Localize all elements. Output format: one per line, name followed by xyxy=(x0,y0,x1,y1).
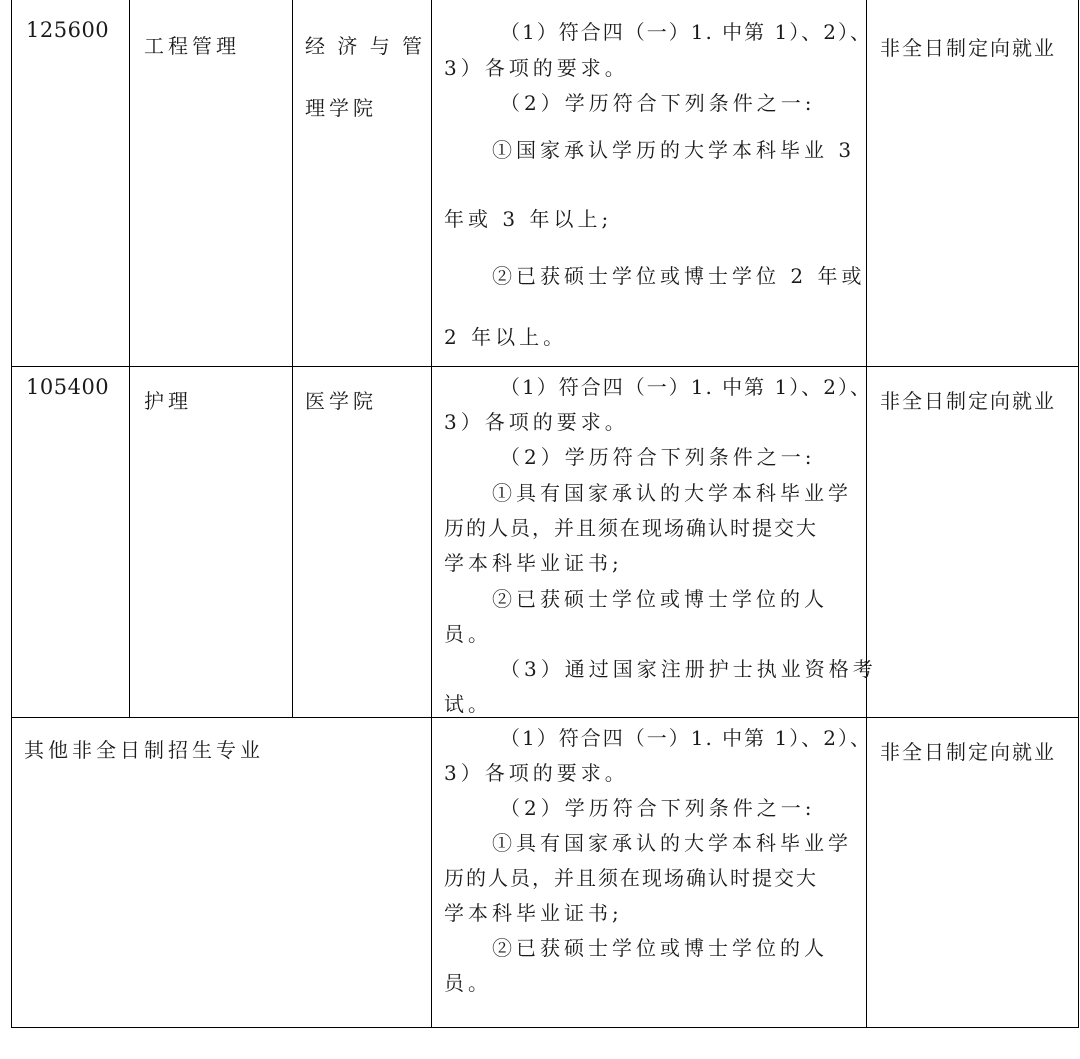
requirement-line: （1）符合四（一）1. 中第 1）、2）、 xyxy=(500,375,872,399)
requirement-line: 2 年以上。 xyxy=(444,325,568,349)
requirement-line: ②已获硕士学位或博士学位 2 年或 xyxy=(492,264,866,288)
school-name: 医学院 xyxy=(305,389,377,413)
enrollment-mode: 非全日制定向就业 xyxy=(880,389,1056,413)
requirement-line: 3）各项的要求。 xyxy=(444,56,629,80)
requirement-line: （3）通过国家注册护士执业资格考 xyxy=(500,657,877,681)
requirement-line: 3）各项的要求。 xyxy=(444,761,629,785)
requirement-line: （1）符合四（一）1. 中第 1）、2）、 xyxy=(500,726,872,750)
requirement-line: 年或 3 年以上; xyxy=(444,207,613,231)
school-name: 理学院 xyxy=(305,96,377,120)
table-border-right xyxy=(1078,0,1079,1028)
enrollment-mode: 非全日制定向就业 xyxy=(880,740,1056,764)
requirement-line: （2）学历符合下列条件之一: xyxy=(500,91,816,115)
requirement-line: （2）学历符合下列条件之一: xyxy=(500,796,816,820)
requirement-line: （1）符合四（一）1. 中第 1）、2）、 xyxy=(500,20,872,44)
requirement-line: 历的人员，并且须在现场确认时提交大 xyxy=(444,516,818,540)
requirement-line: 3）各项的要求。 xyxy=(444,410,629,434)
major-name: 护理 xyxy=(144,389,192,413)
merged-major-label: 其他非全日制招生专业 xyxy=(24,738,264,762)
requirement-line: 试。 xyxy=(444,692,492,716)
column-divider-1 xyxy=(129,0,130,718)
school-name: 经 济 与 管 xyxy=(305,34,426,58)
major-name: 工程管理 xyxy=(144,34,240,58)
requirement-line: ①国家承认学历的大学本科毕业 3 xyxy=(492,138,856,162)
requirement-line: ②已获硕士学位或博士学位的人 xyxy=(492,936,828,960)
row-divider-1 xyxy=(11,366,1079,367)
column-divider-4 xyxy=(866,0,867,1028)
requirement-line: ②已获硕士学位或博士学位的人 xyxy=(492,587,828,611)
requirement-line: 员。 xyxy=(444,622,492,646)
requirement-line: 历的人员，并且须在现场确认时提交大 xyxy=(444,866,818,890)
requirement-line: （2）学历符合下列条件之一: xyxy=(500,445,816,469)
column-divider-2 xyxy=(292,0,293,718)
requirement-line: 员。 xyxy=(444,971,492,995)
table-border-bottom xyxy=(11,1027,1079,1028)
requirement-line: 学本科毕业证书; xyxy=(444,551,623,575)
table-border-left xyxy=(11,0,12,1028)
column-divider-3 xyxy=(431,0,432,1028)
requirement-line: 学本科毕业证书; xyxy=(444,901,623,925)
requirement-line: ①具有国家承认的大学本科毕业学 xyxy=(492,831,852,855)
major-code: 125600 xyxy=(26,18,110,42)
enrollment-mode: 非全日制定向就业 xyxy=(880,36,1056,60)
requirement-line: ①具有国家承认的大学本科毕业学 xyxy=(492,481,852,505)
row-divider-2 xyxy=(11,717,1079,718)
major-code: 105400 xyxy=(26,375,110,399)
